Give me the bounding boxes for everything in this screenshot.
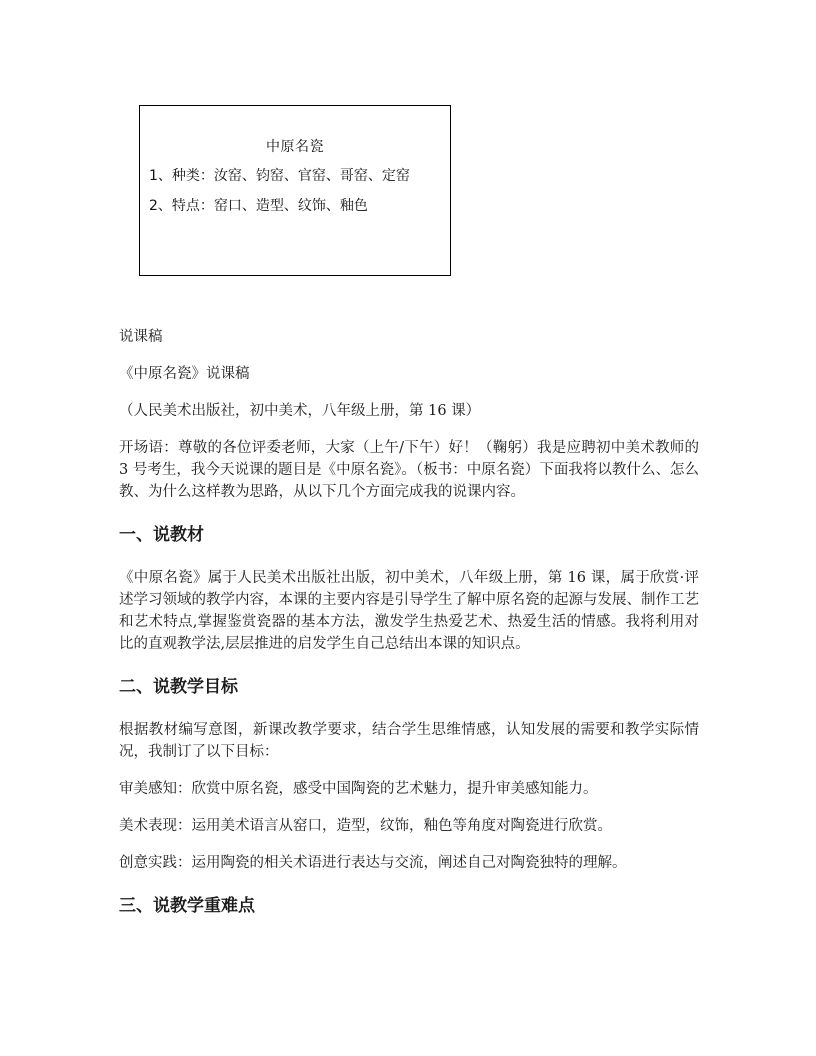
goals-intro: 根据教材编写意图，新课改教学要求，结合学生思维情感，认知发展的需要和教学实际情况，我制订了以下目标： xyxy=(119,722,699,760)
goal-expression: 美术表现：运用美术语言从窑口，造型，纹饰，釉色等角度对陶瓷进行欣赏。 xyxy=(119,818,612,834)
section-heading-textbook: 一、说教材 xyxy=(119,525,204,545)
doc-label: 说课稿 xyxy=(119,329,163,345)
blackboard-line-types: 1、种类：汝窑、钧窑、官窑、哥窑、定窑 xyxy=(149,168,410,184)
blackboard-title: 中原名瓷 xyxy=(266,139,324,155)
goal-aesthetic: 审美感知：欣赏中原名瓷，感受中国陶瓷的艺术魅力，提升审美感知能力。 xyxy=(119,781,598,797)
textbook-paragraph: 《中原名瓷》属于人民美术出版社出版，初中美术，八年级上册，第 16 课，属于欣赏·评述学习领域的教学内容，本课的主要内容是引导学生了解中原名瓷的起源与发展、制作工艺和艺术特点,掌握鉴赏瓷器的基本方法，激发学生热爱艺术、热爱生活的情感。我将利用对比的直观教学法,层层推进的启发学生自己总结出本课的知识点。 xyxy=(119,570,699,652)
document-body xyxy=(119,326,699,938)
section-heading-key-points: 三、说教学重难点 xyxy=(119,896,255,916)
doc-title: 《中原名瓷》说课稿 xyxy=(119,366,250,382)
blackboard-line-features: 2、特点：窑口、造型、纹饰、釉色 xyxy=(149,198,368,214)
opening-paragraph: 开场语：尊敬的各位评委老师，大家（上午/下午）好！（鞠躬）我是应聘初中美术教师的 3 号考生，我今天说课的题目是《中原名瓷》。（板书：中原名瓷）下面我将以教什么、怎么教、为什么这样教为思路，从以下几个方面完成我的说课内容。 xyxy=(119,440,699,500)
blackboard-design-box xyxy=(139,105,451,276)
doc-source: （人民美术出版社，初中美术，八年级上册，第 16 课） xyxy=(119,403,481,419)
section-heading-goals: 二、说教学目标 xyxy=(119,677,238,697)
goal-creative: 创意实践：运用陶瓷的相关术语进行表达与交流，阐述自己对陶瓷独特的理解。 xyxy=(119,855,627,871)
